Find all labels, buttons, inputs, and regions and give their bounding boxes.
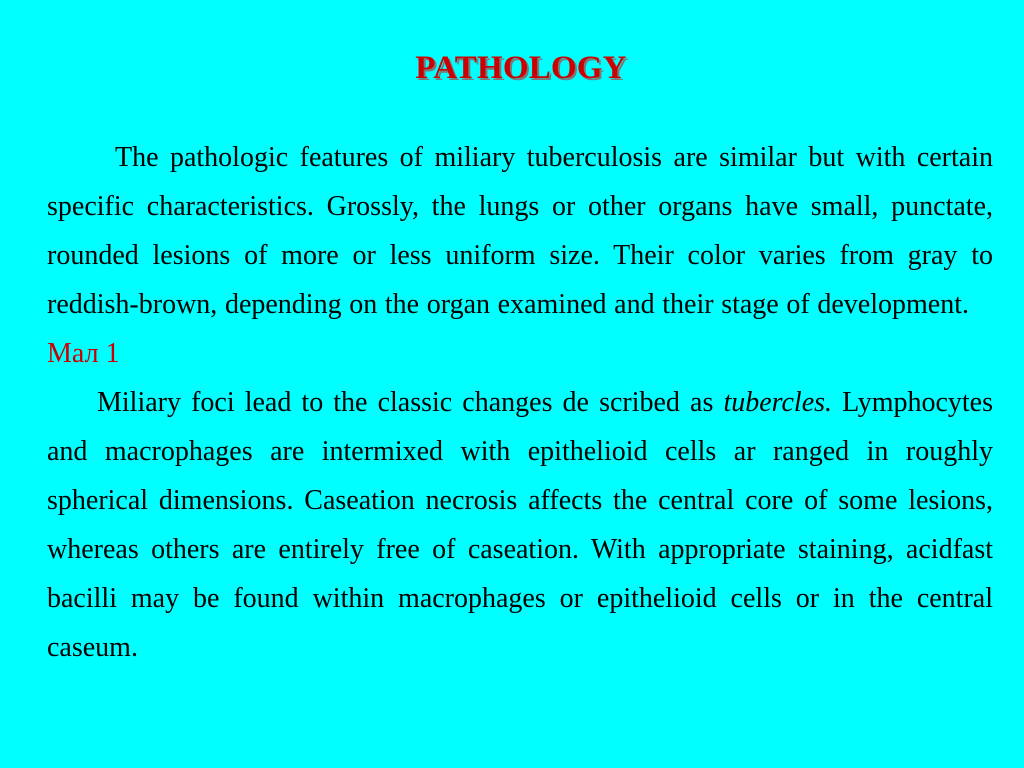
paragraph-text: The pathologic features of miliary tuberculosis are similar but with certain specific characteristics. Grossly, the lungs or other organs have small, punctate, rounded lesions of more or less uniform size. Their color varies from gray to reddish-brown, depending on the organ examined and their stage of development. xyxy=(47,142,993,320)
italic-term-tubercles: tubercles. xyxy=(723,387,833,418)
slide-title: PATHOLOGY xyxy=(415,50,627,86)
figure-reference: Мал 1 xyxy=(47,338,120,369)
paragraph-miliary-foci xyxy=(47,378,993,672)
paragraph-text-before-italic: Miliary foci lead to the classic changes de scribed as xyxy=(97,387,724,418)
paragraph-text-after-italic: Lymphocytes and macrophages are intermixed with epithelioid cells ar ranged in roughly spherical dimensions. Caseation necrosis affects the central core of some lesions, whereas others are entirely free of caseation. With appropriate staining, acidfast bacilli may be found within macrophages or epithelioid cells or in the central caseum. xyxy=(47,387,994,663)
paragraph-pathologic-features xyxy=(47,133,993,378)
slide-body xyxy=(47,133,993,672)
